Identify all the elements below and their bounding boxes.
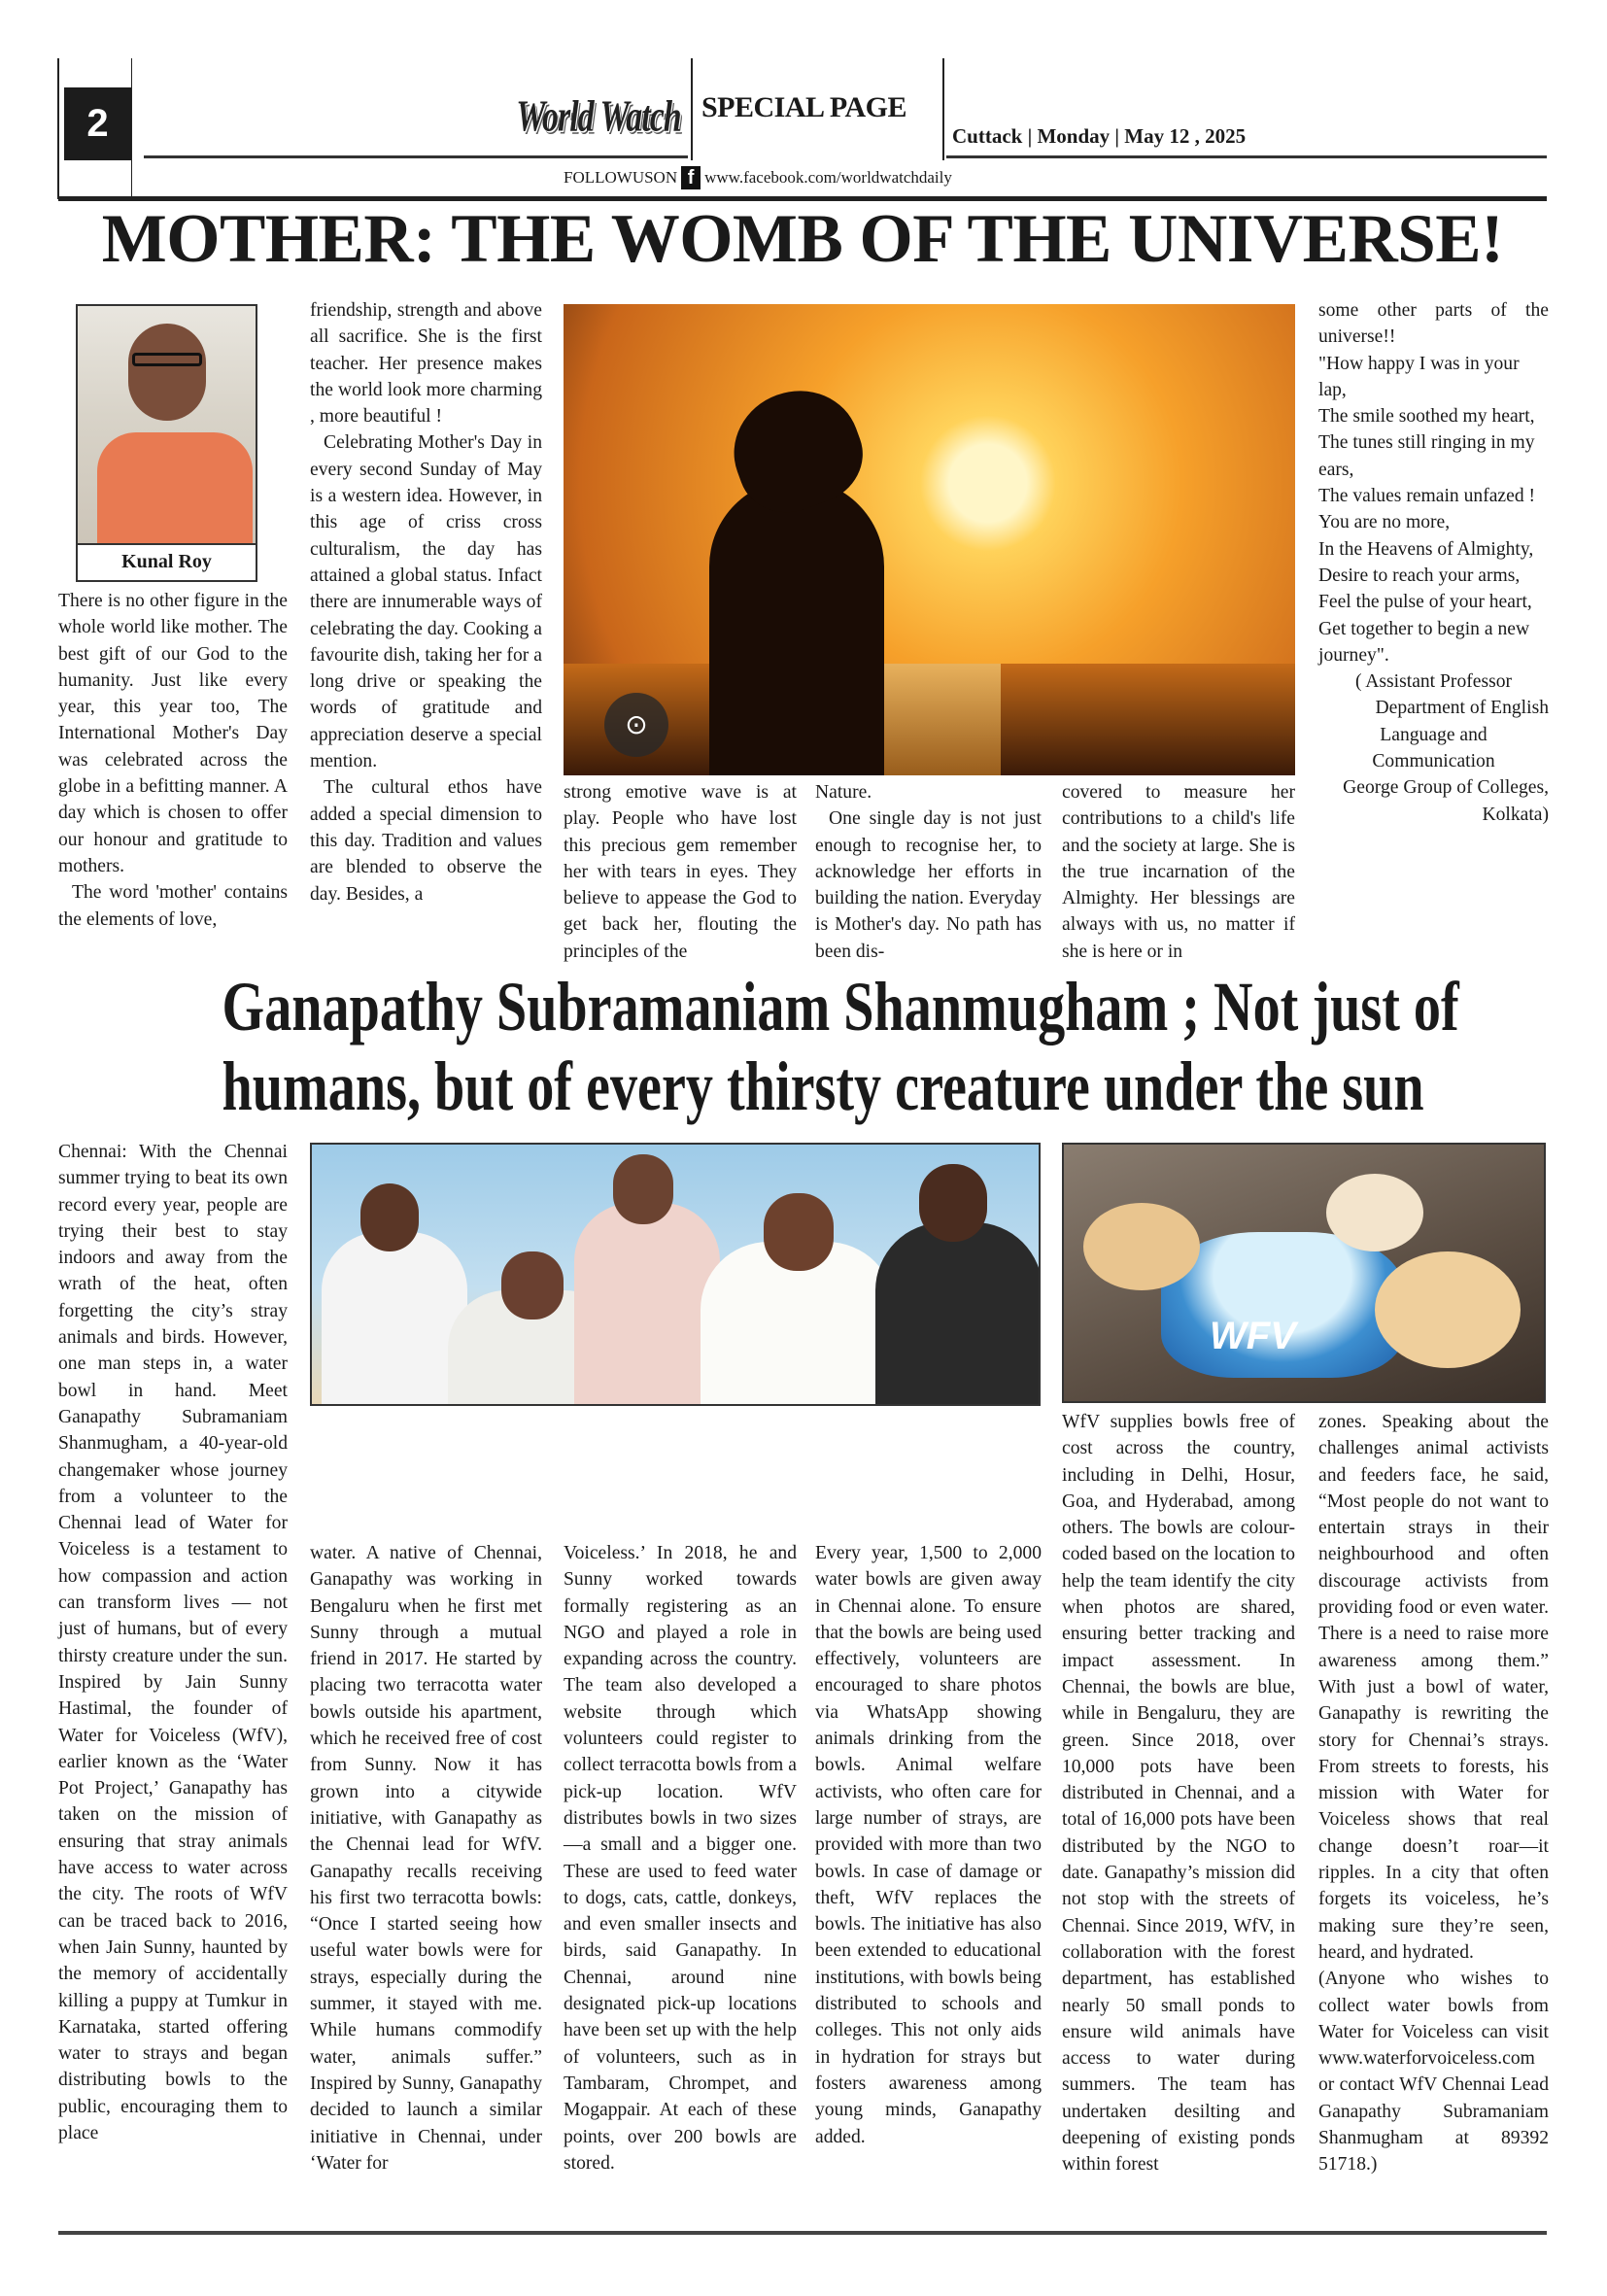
author-photo [76,304,257,582]
paragraph: some other parts of the universe!! [1318,300,1549,348]
header-rule [942,58,944,160]
attribution-line: George Group of Colleges, Kolkata) [1343,777,1549,825]
person-shape [574,1203,720,1406]
headline-line: humans, but of every thirsty creature under the sun [222,1047,1424,1125]
header-left-rule [57,58,59,199]
author-name: Kunal Roy [78,543,256,580]
poem-line: The tunes still ringing in my ears, [1318,432,1535,480]
author-attribution [1318,668,1549,828]
paragraph: zones. Speaking about the challenges animal activists and feeders face, he said, “Most people do not want to entertain strays in their neighbourhood and often discourage activists from providing food or even water. There is a need to raise more awareness among them.” With just a bowl of water, Ganapathy is rewriting the story for Chennai’s strays. From streets to forests, his mission with Water for Voiceless shows that real change doesn’t roar—it ripples. In a city that often forgets its voiceless, he’s making sure they’re seen, heard, and hydrated. [1318,1412,1549,1963]
paragraph: (Anyone who wishes to collect water bowls from Water for Voiceless can visit www.waterforvoiceless.com or contact WfV Chennai Lead Ganapathy Subramaniam Shanmugham at 89392 51718.) [1318,1969,1549,2176]
page-bottom-rule [58,2231,1547,2235]
mother-child-sunset-photo [564,304,1295,775]
article2-column-1 [58,1139,288,2146]
volunteers-group-photo [310,1143,1041,1406]
poem [1318,351,1549,669]
paragraph: There is no other figure in the whole world like mother. The best gift of our God to the humanity. Just like every year, this year too, The International Mother's Day was celebrated across the globe in a befitting manner. A day which is chosen to offer our honour and gratitude to mothers. [58,591,288,876]
header-underline [144,155,688,158]
puppy-shape [1326,1174,1423,1251]
puppy-shape [1083,1203,1200,1290]
person-head [501,1251,564,1319]
google-lens-icon[interactable]: ⊙ [604,693,668,757]
paragraph: One single day is not just enough to recognise her, to acknowledge her efforts in building the nation. Everyday is Mother's day. No path has been dis- [815,808,1042,962]
paragraph: Nature. [815,782,872,803]
paragraph: covered to measure her contributions to a child's life and the society at large. She is the true incarnation of the Almighty. Her blessings are always with us, no matter if she is here or in [1062,782,1295,962]
header-underline [946,155,1547,158]
article1-column-3 [564,779,797,965]
article1-column-1 [58,588,288,933]
paragraph: friendship, strength and above all sacrifice. She is the first teacher. Her presence makes the world look more charming , more beautiful ! [310,300,542,428]
puppy-shape [1375,1251,1521,1368]
glasses-shape [132,353,202,366]
person-head [613,1154,673,1224]
header-rule [131,58,132,199]
shirt-shape [97,432,253,559]
article2-headline [58,967,1547,1126]
person-head [919,1164,987,1242]
paragraph: Chennai: With the Chennai summer trying to beat its own record every year, people are trying their best to stay indoors and away from the wrath of the heat, often forgetting the city’s stray animals and birds. However, one man steps in, a water bowl in hand. Meet Ganapathy Subramaniam Shanmugham, a 40-year-old changemaker whose journey from a volunteer to the Chennai lead of Water for Voiceless is a testament to how compassion and action can transform lives — not just of humans, but of every thirsty creature under the sun. Inspired by Jain Sunny Hastimal, the founder of Water for Voiceless (WfV), earlier known as the ‘Water Pot Project,’ Ganapathy has taken on the mission of ensuring that stray animals have access to water across the city. The roots of WfV can be traced back to 2016, when Jain Sunny, haunted by the memory of accidentally killing a puppy at Tumkur in Karnataka, started offering water to strays and began distributing bowls to the public, encouraging them to place [58,1142,288,2143]
poem-line: In the Heavens of Almighty, [1318,538,1534,560]
paragraph: water. A native of Chennai, Ganapathy was working in Bengaluru when he first met Sunny through a mutual friend in 2017. He started by placing two terracotta water bowls outside his apartment, which he received free of cost from Sunny. Now it has grown into a citywide initiative, with Ganapathy as the Chennai lead for WfV. Ganapathy recalls receiving his first two terracotta bowls: “Once I started seeing how useful water bowls were for strays, especially during the summer, it stayed with me. While humans commodify water, animals suffer.” Inspired by Sunny, Ganapathy decided to launch a similar initiative in Chennai, under ‘Water for [310,1543,542,2174]
paragraph: Celebrating Mother's Day in every second Sunday of May is a western idea. However, in this age of criss cross culturalism, the day has attained a global status. Infact there are innumerable ways of celebrating the day. Cooking a favourite dish, taking her for a long drive or speaking the words of gratitude and appreciation deserve a special mention. [310,432,542,772]
person-shape [322,1232,467,1406]
paragraph: WfV supplies bowls free of cost across the country, including in Delhi, Hosur, Goa, and Hyderabad, among others. The bowls are colour-coded based on the location to help the team identify the city when photos are shared, ensuring better tracking and impact assessment. In Chennai, the bowls are blue, while in Bengaluru, they are green. Since 2018, over 10,000 pots have been distributed in Chennai, and a total of 16,000 pots have been distributed by the NGO to date. Ganapathy’s mission did not stop with the streets of Chennai. Since 2019, WfV, in collaboration with the forest department, has established nearly 50 small ponds to ensure wild animals have access to water during summers. The team has undertaken desilting and deepening of existing ponds within forest [1062,1412,1295,2176]
poem-line: Get together to begin a new journey". [1318,618,1530,666]
mother-silhouette [709,479,884,775]
poem-line: "How happy I was in your lap, [1318,353,1520,400]
article2-column-6 [1318,1409,1549,2178]
article2-column-2 [310,1540,542,2176]
header-rule [691,58,693,160]
facebook-icon: f [681,166,701,189]
article1-column-6 [1318,297,1549,828]
paragraph: The cultural ethos have added a special dimension to this day. Tradition and values are blended to observe the day. Besides, a [310,777,542,905]
world-watch-logo: World Watch [516,91,681,141]
article2-column-5 [1062,1409,1295,2178]
poem-line: The smile soothed my heart, [1318,406,1535,428]
person-shape [875,1222,1041,1406]
page-number: 2 [64,87,131,160]
poem-line: Feel the pulse of your heart, [1318,592,1532,613]
facebook-link[interactable]: www.facebook.com/worldwatchdaily [704,168,952,187]
article1-column-4 [815,779,1042,965]
poem-line: You are no more, [1318,512,1451,533]
attribution-line: Language and Communication [1372,724,1495,772]
person-head [764,1193,834,1271]
paragraph: Every year, 1,500 to 2,000 water bowls are given away in Chennai alone. To ensure that the bowls are being used effectively, volunteers are encouraged to share photos via WhatsApp showing animals drinking from the bowls. Animal welfare activists, who often care for large number of strays, are provided with more than two bowls. In case of damage or theft, WfV replaces the bowls. The initiative has also been extended to educational institutions, with bowls being distributed to schools and colleges. This not only aids in hydration for strays but fosters awareness among young minds, Ganapathy added. [815,1543,1042,2147]
attribution-line: Department of English [1375,698,1549,719]
article1-column-2 [310,297,542,908]
attribution-line: ( Assistant Professor [1354,671,1513,693]
article2-column-3 [564,1540,797,2176]
poem-line: The values remain unfazed ! [1318,486,1536,507]
article1-column-5 [1062,779,1295,965]
follow-us [564,166,952,189]
paragraph: Voiceless.’ In 2018, he and Sunny worked towards formally registering as an NGO and played a role in expanding across the country. The team also developed a website through which volunteers could register to collect terracotta bowls from a pick-up location. WfV distributes bowls in two sizes—a small and a bigger one. These are used to feed water to dogs, cats, cattle, donkeys, and even smaller insects and birds, said Ganapathy. In Chennai, around nine designated pick-up locations have been set up with the help of volunteers, such as in Tambaram, Chrompet, and Mogappair. At each of these points, over 200 bowls are stored. [564,1543,797,2174]
person-head [360,1183,419,1251]
section-label: SPECIAL PAGE [701,91,906,123]
paragraph: strong emotive wave is at play. People who have lost this precious gem remember her with tears in eyes. They believe to appease the God to get back her, flouting the principles of the [564,782,797,962]
puppies-drinking-photo [1062,1143,1546,1403]
headline-line: Ganapathy Subramaniam Shanmugham ; Not just of [222,968,1459,1045]
article1-headline: MOTHER: THE WOMB OF THE UNIVERSE! [101,201,1504,277]
article2-column-4 [815,1540,1042,2150]
bowl-label: WFV [1210,1315,1296,1357]
dateline: Cuttack | Monday | May 12 , 2025 [952,124,1247,148]
paragraph: The word 'mother' contains the elements of love, [58,882,288,930]
face-shape [128,324,206,421]
sun-reflection [884,664,1001,775]
follow-label: FOLLOWUSON [564,168,678,187]
poem-line: Desire to reach your arms, [1318,565,1521,586]
